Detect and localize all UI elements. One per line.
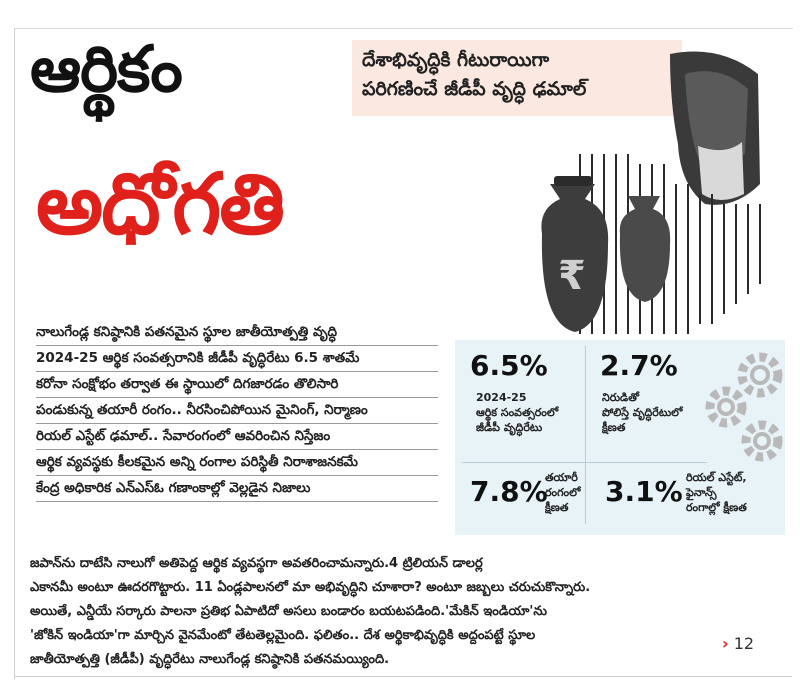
intro-line: ఆర్థిక వ్యవస్థకు కీలకమైన అన్ని రంగాల పరిస్థితీ నిరాశాజనకమే <box>36 450 438 476</box>
stat-label-line: 2024-25 <box>476 391 527 404</box>
stat-label-line: రంగాల్లో క్షీణత <box>686 501 747 514</box>
headline-line1: ఆర్థికం <box>30 33 182 107</box>
tagline-line1: దేశాభివృద్ధికి గీటురాయిగా <box>362 49 550 71</box>
stat-label-line: నిరుడితో <box>602 391 639 404</box>
bottom-rule <box>14 676 792 677</box>
stat-value: 6.5% <box>470 349 548 382</box>
body-line: జాతీయోత్పత్తి (జీడీపీ) వృద్ధిరేటు నాలుగేండ్ల కనిష్ఠానికి పతనమయ్యింది. <box>30 652 390 667</box>
headline-line2: అధోగతి <box>36 155 283 253</box>
body-line: అయితే, ఎన్డీయే సర్కారు పాలనా ప్రతిభ ఏపాటిదో అసలు బండారం బయటపడింది.'మేకిన్ ఇండియా'ను <box>30 604 547 619</box>
stat-label-line: పోలిస్తే వృద్ధిరేటులో <box>602 406 683 419</box>
stat-value: 2.7% <box>600 349 678 382</box>
stat-label <box>545 470 580 515</box>
continued-page-ref[interactable] <box>722 634 754 653</box>
stat-label-line: రంగంలో <box>545 486 581 499</box>
stat-label <box>476 390 558 435</box>
page-number: 12 <box>733 634 755 653</box>
intro-line: 2024-25 ఆర్థిక సంవత్సరానికి జీడీపీ వృద్ధిరేటు 6.5 శాతమే <box>36 346 438 372</box>
intro-line: పండుకున్న తయారీ రంగం.. నీరసించిపోయిన మైనింగ్, నిర్మాణం <box>36 398 438 424</box>
stat-value: 3.1% <box>605 475 683 508</box>
stat-label-line: రియల్ ఎస్టేట్, <box>686 471 747 484</box>
intro-line: నాలుగేండ్ల కనిష్ఠానికి పతనమైన స్థూల జాతీయోత్పత్తి వృద్ధి <box>36 320 438 346</box>
body-line: 'జోకిన్ ఇండియా'గా మార్చిన వైనమేంటో తేటతెల్లమైంది. ఫలితం.. దేశ అర్థికాభివృద్ధికి అద్దంపట్టే స్థూల <box>30 628 536 643</box>
stat-label-line: ఫైనాన్స్ <box>686 486 717 499</box>
decline-illustration <box>520 34 782 334</box>
man-portrait-illustration <box>670 52 760 205</box>
stat-label-line: క్షీణత <box>602 421 626 434</box>
chevron-right-icon: › <box>722 634 729 653</box>
stat-label-line: జీడీపీ వృద్ధిరేటు <box>476 421 543 434</box>
intro-line: కేంద్ర అధికారిక ఎన్ఎస్ఓ గణాంకాల్లో వెల్లడైన నిజాలు <box>36 476 438 502</box>
intro-line: రియల్ ఎస్టేట్ ఢమాల్.. సేవారంగంలో ఆవరించిన నిస్తేజం <box>36 424 438 450</box>
stat-label-line: ఆర్థిక సంవత్సరంలో <box>476 406 559 419</box>
stat-label <box>686 470 747 515</box>
stats-divider-horizontal <box>462 462 707 463</box>
stat-label-line: తయారీ <box>545 471 578 484</box>
gear-icon <box>702 345 784 465</box>
intro-bullets <box>36 320 438 502</box>
stat-label-line: క్షీణత <box>545 501 569 514</box>
body-line: జపాన్‌ను దాటేసి నాలుగో అతిపెద్ద ఆర్థిక వ్యవస్థగా అవతరించామన్నారు.4 ట్రిలియన్ డాలర్ల <box>30 556 483 571</box>
stats-divider-vertical <box>585 346 586 524</box>
intro-line: కరోనా సంక్షోభం తర్వాత ఈ స్థాయిలో దిగజారడం తొలిసారి <box>36 372 438 398</box>
article-body <box>30 552 770 672</box>
rupee-icon: ₹ <box>558 253 586 299</box>
stat-value: 7.8% <box>470 475 548 508</box>
stat-label <box>602 390 682 435</box>
body-line: ఎకానమీ అంటూ ఊదరగొట్టారు. 11 ఏండ్లపాలనలో మా అభివృద్ధిని చూశారా? అంటూ జబ్బలు చరుచుకొన్నారు. <box>30 580 591 595</box>
tagline-line2: పరిగణించే జీడీపీ వృద్ధి ఢమాల్ <box>362 77 587 100</box>
